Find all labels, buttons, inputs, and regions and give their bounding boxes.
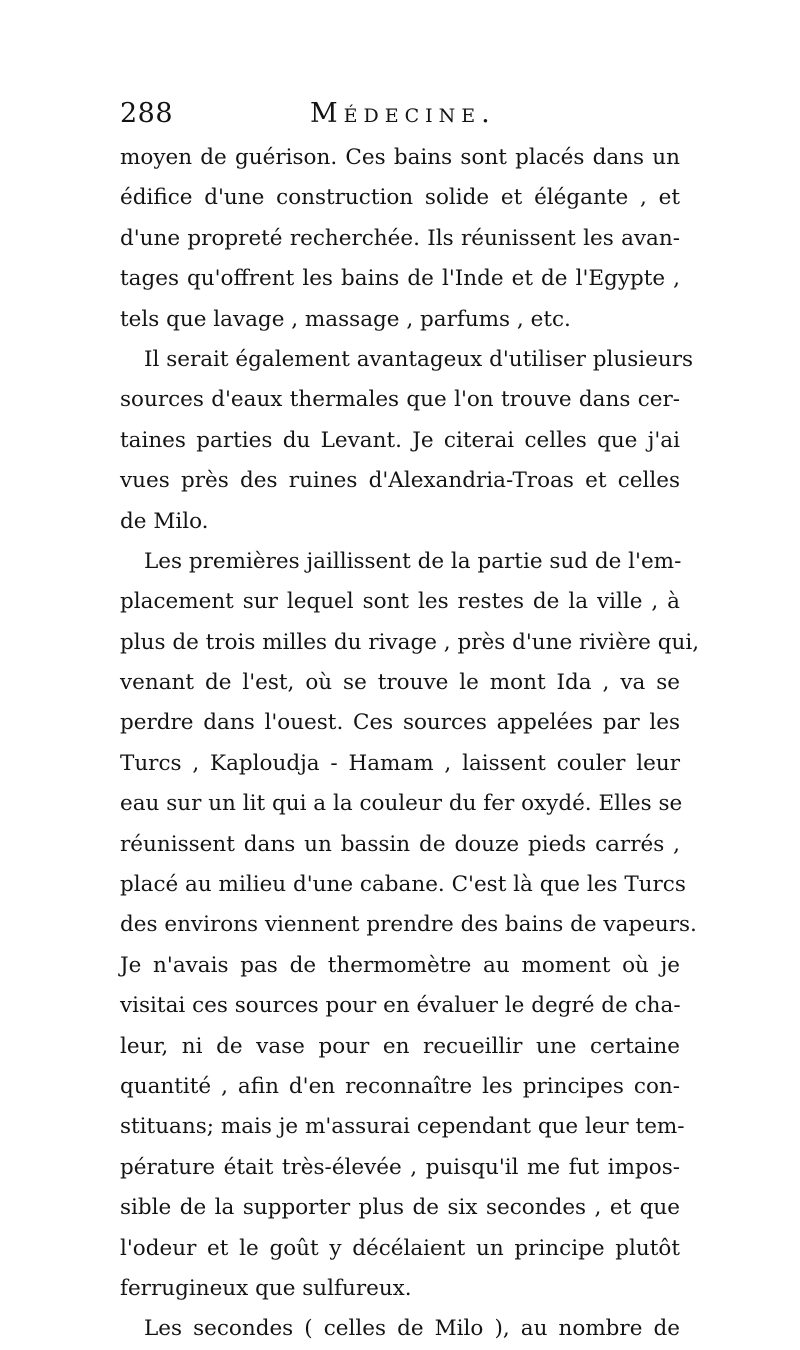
text-line: sible de la supporter plus de six secondes , et que <box>120 1195 680 1221</box>
text-line: perdre dans l'ouest. Ces sources appelées par les <box>120 710 680 736</box>
text-line: sources d'eaux thermales que l'on trouve dans cer- <box>120 387 680 413</box>
page-number: 288 <box>120 98 174 129</box>
text-line: d'une propreté recherchée. Ils réunissent les avan- <box>120 225 680 251</box>
running-title: Médecine. <box>310 98 496 129</box>
text-line: réunissent dans un bassin de douze pieds carrés , <box>120 831 680 857</box>
text-line: taines parties du Levant. Je citerai celles que j'ai <box>120 427 680 453</box>
text-line: visitai ces sources pour en évaluer le degré de cha- <box>120 993 681 1019</box>
text-line: tages qu'offrent les bains de l'Inde et de l'Egypte , <box>120 266 680 292</box>
text-line: tels que lavage , massage , parfums , etc. <box>120 306 571 332</box>
text-line: ferrugineux que sulfureux. <box>120 1275 412 1301</box>
text-line: quantité , afin d'en reconnaître les principes con- <box>120 1073 680 1099</box>
text-line: Il serait également avantageux d'utiliser plusieurs <box>144 346 694 372</box>
text-line: l'odeur et le goût y décélaient un principe plutôt <box>120 1235 680 1261</box>
text-line: édifice d'une construction solide et élégante , et <box>120 185 680 211</box>
text-line: Je n'avais pas de thermomètre au moment où je <box>120 952 680 978</box>
text-line: Les premières jaillissent de la partie sud de l'em- <box>144 548 682 574</box>
text-line: plus de trois milles du rivage , près d'une rivière qui, <box>120 629 700 655</box>
text-line: Les secondes ( celles de Milo ), au nombre de <box>144 1316 680 1342</box>
text-line: stituans; mais je m'assurai cependant que leur tem- <box>120 1114 685 1140</box>
text-line: moyen de guérison. Ces bains sont placés dans un <box>120 145 680 170</box>
text-line: Turcs , Kaploudja - Hamam , laissent couler leur <box>120 750 680 776</box>
text-line: eau sur un lit qui a la couleur du fer oxydé. Elles se <box>120 791 683 817</box>
text-line: venant de l'est, où se trouve le mont Ida , va se <box>120 670 680 696</box>
text-line: pérature était très-élevée , puisqu'il me fut impos- <box>120 1154 680 1180</box>
text-line: leur, ni de vase pour en recueillir une certaine <box>120 1033 680 1059</box>
text-line: placement sur lequel sont les restes de la ville , à <box>120 589 680 615</box>
page-header <box>120 92 680 136</box>
text-line: vues près des ruines d'Alexandria-Troas et celles <box>120 468 680 494</box>
text-line: des environs viennent prendre des bains de vapeurs. <box>120 912 697 938</box>
text-line: placé au milieu d'une cabane. C'est là que les Turcs <box>120 872 686 898</box>
body-text <box>120 138 700 1350</box>
text-line: de Milo. <box>120 508 209 534</box>
